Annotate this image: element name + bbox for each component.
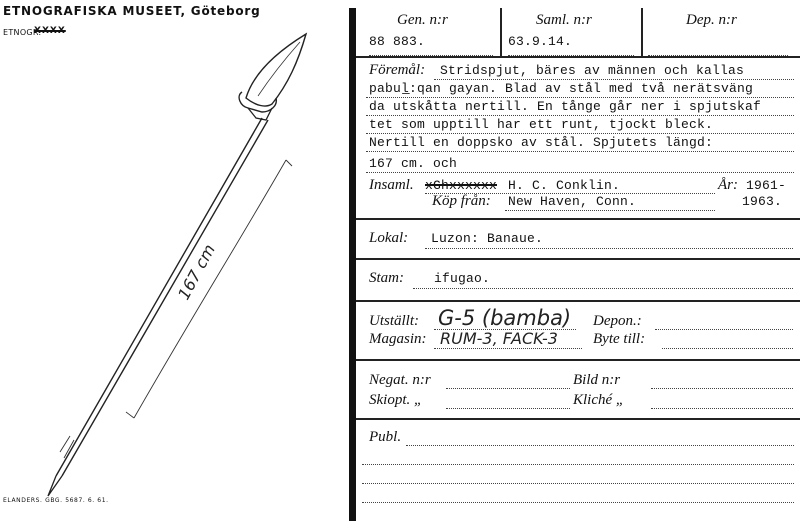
section-rule — [356, 258, 800, 260]
insaml-struck: xGhxxxxxx — [425, 178, 498, 193]
foremal-dotline — [366, 97, 794, 98]
section-rule — [356, 300, 800, 302]
magasin-label: Magasin: — [369, 331, 427, 347]
section-rule — [356, 218, 800, 220]
foremal-line-1: Stridspjut, bäres av männen och kallas — [440, 63, 745, 78]
lokal-dotline — [425, 248, 793, 249]
length-annotation: 167 cm — [174, 241, 219, 303]
stam-value: ifugao. — [434, 271, 491, 286]
ar-label: År: — [718, 177, 738, 193]
lokal-value: Luzon: Banaue. — [431, 231, 544, 246]
negat-dotline — [446, 388, 570, 389]
kliche-label: Kliché „ — [573, 392, 625, 408]
ar-value-2: 1963. — [742, 194, 783, 209]
publ-dotline — [406, 445, 794, 446]
foremal-dotline — [366, 133, 794, 134]
stam-label: Stam: — [369, 270, 404, 286]
cell-separator — [500, 8, 502, 56]
spear-drawing — [0, 0, 345, 521]
negat-label: Negat. n:r — [369, 372, 431, 388]
publ-dotline — [362, 464, 794, 465]
publ-dotline — [362, 502, 794, 503]
magasin-value: RUM-3, FACK-3 — [440, 329, 558, 348]
insaml-label: Insaml. — [369, 177, 414, 193]
foremal-dotline — [434, 79, 794, 80]
insaml-value: H. C. Conklin. — [508, 178, 621, 193]
card-divider — [349, 8, 356, 521]
museum-header: ETNOGRAFISKA MUSEET, Göteborg — [3, 4, 261, 18]
depon-dotline — [655, 329, 793, 330]
bild-dotline — [651, 388, 793, 389]
foremal-dotline — [366, 172, 794, 173]
depon-label: Depon.: — [593, 313, 642, 329]
publ-label: Publ. — [369, 429, 402, 445]
magasin-dotline — [434, 348, 582, 349]
utstallt-value: G-5 (bamba) — [438, 306, 572, 330]
kliche-dotline — [651, 408, 793, 409]
foremal-line-5: Nertill en doppsko av stål. Spjutets längd: — [369, 135, 714, 150]
foremal-line-4: tet som upptill har ett runt, tjockt bleck. — [369, 117, 714, 132]
saml-nr-value: 63.9.14. — [508, 34, 573, 49]
lokal-label: Lokal: — [369, 230, 409, 246]
utstallt-dotline — [434, 329, 576, 330]
foremal-line-3: da utskåtta nertill. En tånge går ner i spjutskaf — [369, 99, 762, 114]
dep-nr-label: Dep. n:r — [686, 12, 737, 28]
gen-nr-value: 88 883. — [369, 34, 426, 49]
byte-dotline — [662, 348, 793, 349]
ar-value-1: 1961- — [746, 178, 787, 193]
kop-label: Köp från: — [432, 193, 491, 209]
etnogr-label: ETNOGR. — [3, 28, 42, 37]
insaml-dotline — [425, 193, 715, 194]
section-rule — [356, 359, 800, 361]
utstallt-label: Utställt: — [369, 313, 420, 329]
skiopt-dotline — [446, 408, 570, 409]
etnogr-struck-number: XXXX — [34, 26, 66, 36]
section-rule — [356, 418, 800, 420]
saml-nr-label: Saml. n:r — [536, 12, 592, 28]
bild-label: Bild n:r — [573, 372, 621, 388]
stam-dotline — [413, 288, 793, 289]
foremal-line-6: 167 cm. och — [369, 156, 458, 171]
foremal-line-2: pabul̲:qan gayan. Blad av stål med två nerätsväng — [369, 81, 754, 96]
kop-dotline — [505, 210, 715, 211]
skiopt-label: Skiopt. „ — [369, 392, 423, 408]
publ-dotline — [362, 483, 794, 484]
foremal-label: Föremål: — [369, 62, 426, 78]
kop-value: New Haven, Conn. — [508, 194, 637, 209]
printer-note: ELANDERS. GBG. 5687. 6. 61. — [3, 497, 109, 504]
foremal-dotline — [366, 151, 794, 152]
gen-nr-label: Gen. n:r — [397, 12, 448, 28]
cell-separator — [641, 8, 643, 56]
header-rule — [356, 56, 800, 58]
foremal-dotline — [366, 115, 794, 116]
byte-label: Byte till: — [593, 331, 646, 347]
